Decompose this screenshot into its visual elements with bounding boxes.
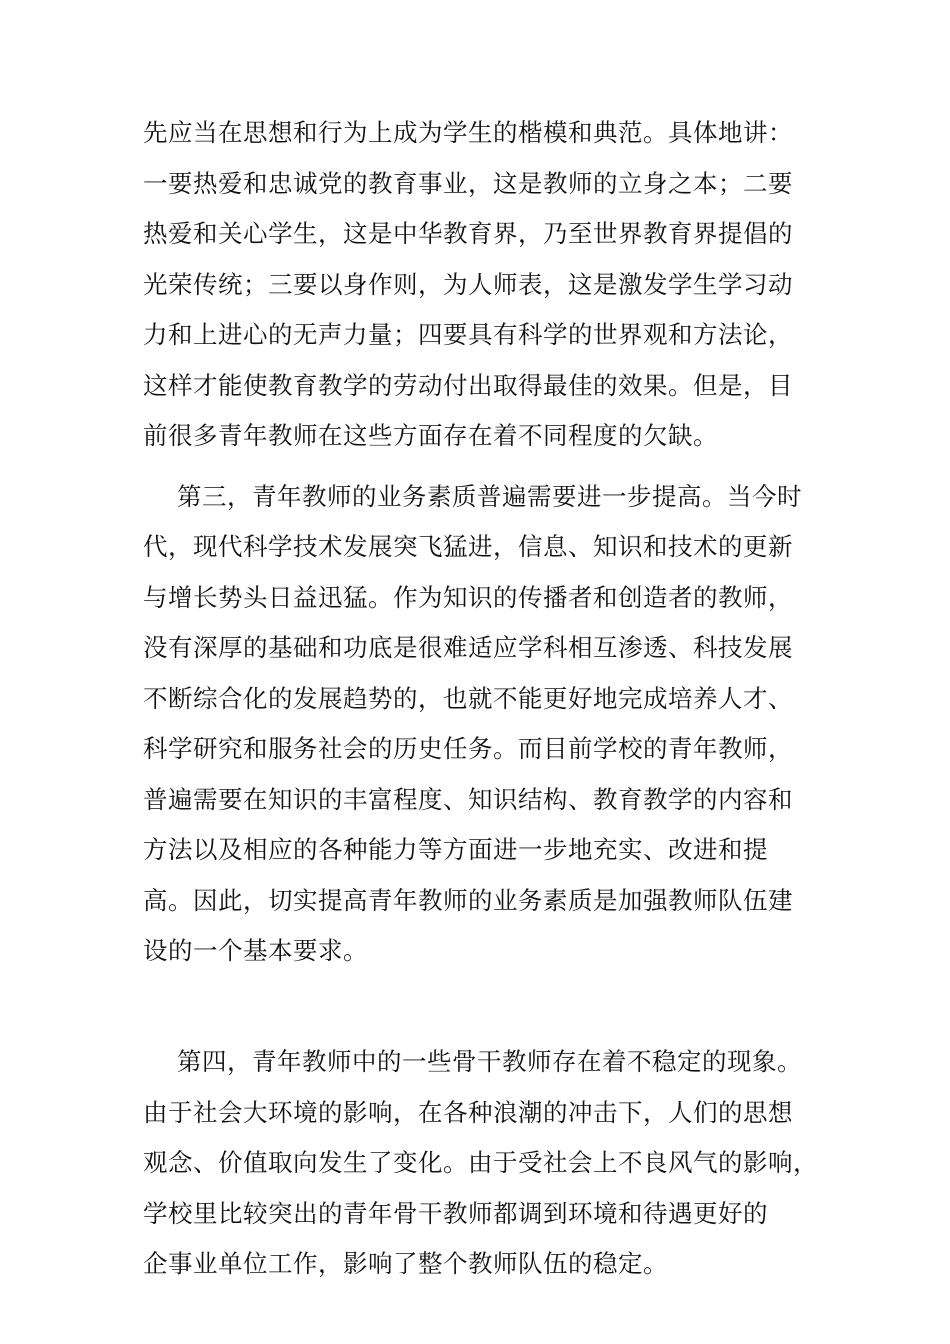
text-line	[143, 977, 823, 1028]
text-line: 代，现代科学技术发展突飞猛进，信息、知识和技术的更新	[143, 532, 793, 561]
text-line: 光荣传统；三要以身作则，为人师表，这是激发学生学习动	[143, 269, 793, 299]
text-line: 高。因此，切实提高青年教师的业务素质是加强教师队伍建	[143, 885, 793, 915]
document-page	[143, 108, 823, 1290]
text-line: 与增长势头日益迅猛。作为知识的传播者和创造者的教师，	[143, 582, 793, 612]
text-line: 普遍需要在知识的丰富程度、知识结构、教育教学的内容和	[143, 784, 793, 814]
text-line: 方法以及相应的各种能力等方面进一步地充实、改进和提	[143, 835, 768, 864]
text-line: 没有深厚的基础和功底是很难适应学科相互渗透、科技发展	[143, 633, 793, 662]
text-line: 第四，青年教师中的一些骨干教师存在着不稳定的现象。	[177, 1047, 802, 1076]
text-line: 一要热爱和忠诚党的教育事业，这是教师的立身之本；二要	[143, 168, 793, 198]
text-line: 先应当在思想和行为上成为学生的楷模和典范。具体地讲：	[143, 118, 793, 147]
text-line: 设的一个基本要求。	[143, 936, 368, 965]
text-line: 第三，青年教师的业务素质普遍需要进一步提高。当今时	[177, 481, 802, 511]
text-line: 科学研究和服务社会的历史任务。而目前学校的青年教师，	[143, 734, 793, 763]
text-line: 力和上进心的无声力量；四要具有科学的世界观和方法论，	[143, 320, 793, 349]
text-line: 由于社会大环境的影响，在各种浪潮的冲击下，人们的思想	[143, 1097, 793, 1127]
text-line: 热爱和关心学生，这是中华教育界，乃至世界教育界提倡的	[143, 219, 793, 248]
text-line: 学校里比较突出的青年骨干教师都调到环境和待遇更好的	[143, 1198, 768, 1228]
text-line: 前很多青年教师在这些方面存在着不同程度的欠缺。	[143, 421, 718, 450]
paragraph-1	[143, 108, 823, 462]
text-line: 观念、价值取向发生了变化。由于受社会上不良风气的影响，	[143, 1148, 818, 1177]
paragraph-2	[143, 472, 823, 1028]
text-line: 这样才能使教育教学的劳动付出取得最佳的效果。但是，目	[143, 370, 793, 400]
text-line: 不断综合化的发展趋势的，也就不能更好地完成培养人才、	[143, 683, 793, 713]
paragraph-3	[143, 1037, 823, 1290]
text-line: 企事业单位工作，影响了整个教师队伍的稳定。	[143, 1249, 668, 1278]
